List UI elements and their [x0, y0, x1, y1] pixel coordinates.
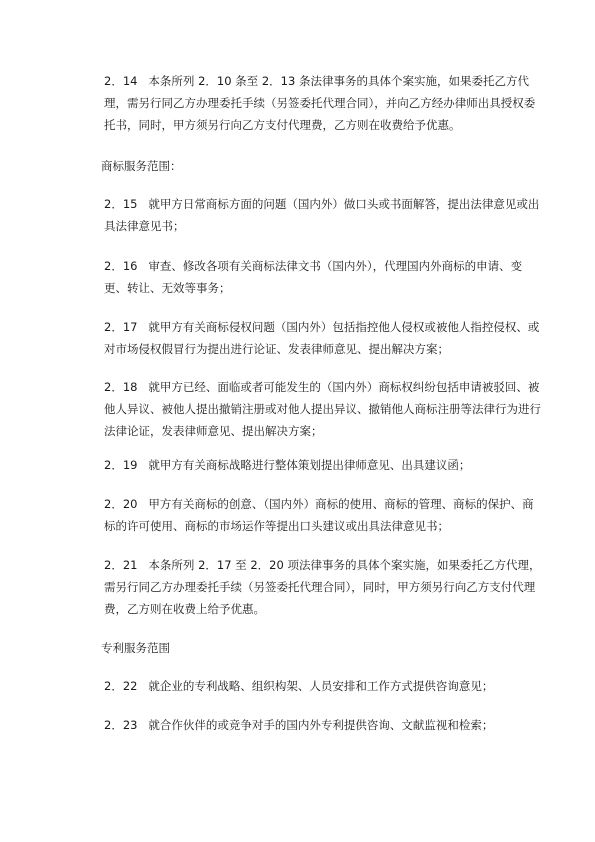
clause-2-14 — [87, 70, 544, 136]
clause-number: 2．16 — [104, 259, 138, 273]
clause-text: 本条所列 2．10 条至 2．13 条法律事务的具体个案实施，如果委托乙方代理，需另行同乙方办理委托手续（另签委托代理合同），并向乙方经办律师出具授权委托书，同时，甲方须另行向乙方支付代理费，乙方则在收费给予优惠。 — [104, 74, 536, 132]
clause-2-17 — [87, 316, 544, 360]
clause-number: 2．23 — [104, 718, 138, 732]
clause-2-18 — [87, 376, 544, 442]
clause-2-16 — [87, 255, 544, 299]
clause-2-19 — [87, 454, 544, 476]
clause-number: 2．20 — [104, 497, 138, 511]
clause-text: 就甲方已经、面临或者可能发生的（国内外）商标权纠纷包括申请被驳回、被他人异议、被他人提出撤销注册或对他人提出异议、撤销他人商标注册等法律行为进行法律论证，发表律师意见、提出解决方案； — [104, 380, 541, 438]
clause-number: 2．18 — [104, 380, 138, 394]
clause-text: 审查、修改各项有关商标法律文书（国内外），代理国内外商标的申请、变更、转让、无效等事务； — [104, 259, 523, 295]
clause-number: 2．14 — [104, 74, 138, 88]
clause-2-22 — [87, 675, 544, 697]
clause-text: 就企业的专利战略、组织构架、人员安排和工作方式提供咨询意见； — [148, 679, 494, 693]
clause-number: 2．22 — [104, 679, 138, 693]
clause-2-15 — [87, 193, 544, 237]
clause-text: 甲方有关商标的创意、（国内外）商标的使用、商标的管理、商标的保护、商标的许可使用、商标的市场运作等提出口头建议或出具法律意见书； — [104, 497, 534, 533]
clause-2-23 — [87, 714, 544, 736]
clause-number: 2．17 — [104, 320, 138, 334]
clause-number: 2．19 — [104, 458, 138, 472]
clause-text: 本条所列 2．17 至 2．20 项法律事务的具体个案实施，如果委托乙方代理，需另行同乙方办理委托手续（另签委托代理合同），同时，甲方须另行向乙方支付代理费，乙方则在收费上给予优惠。 — [104, 558, 541, 616]
clause-number: 2．15 — [104, 197, 138, 211]
clause-2-21 — [87, 554, 544, 620]
section-heading-trademark: 商标服务范围： — [101, 159, 182, 173]
clause-2-20 — [87, 493, 544, 537]
clause-text: 就甲方有关商标战略进行整体策划提出律师意见、出具建议函； — [148, 458, 471, 472]
clause-text: 就合作伙伴的或竞争对手的国内外专利提供咨询、文献监视和检索； — [148, 718, 494, 732]
clause-text: 就甲方有关商标侵权问题（国内外）包括指控他人侵权或被他人指控侵权、或对市场侵权假冒行为提出进行论证、发表律师意见、提出解决方案； — [104, 320, 540, 356]
section-heading-patent: 专利服务范围 — [101, 641, 170, 655]
clause-text: 就甲方日常商标方面的问题（国内外）做口头或书面解答，提出法律意见或出具法律意见书； — [104, 197, 540, 233]
clause-number: 2．21 — [104, 558, 138, 572]
